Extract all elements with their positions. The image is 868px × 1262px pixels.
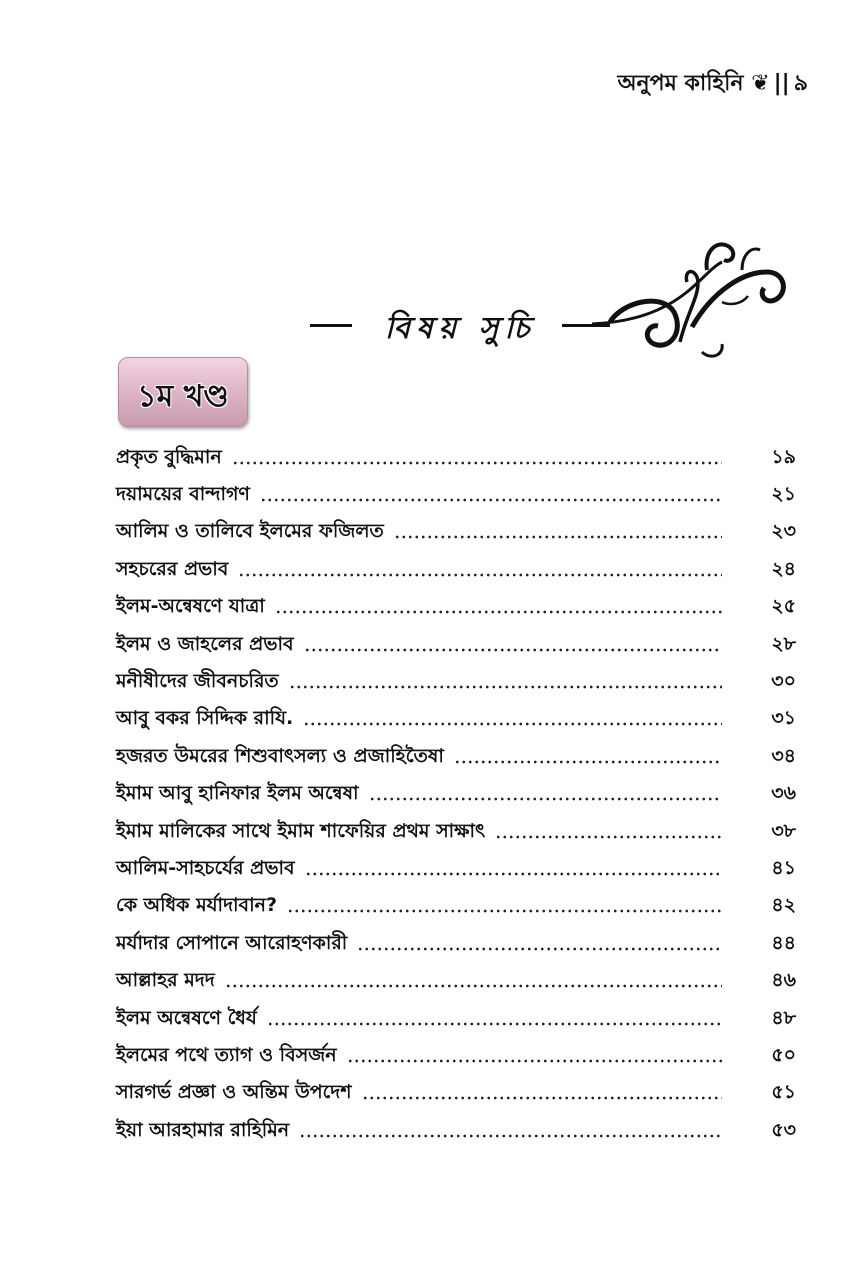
dot-leader — [267, 1021, 722, 1027]
toc-entry-title: ইমাম মালিকের সাথে ইমাম শাফেয়ির প্রথম সাক্ষাৎ — [116, 819, 486, 842]
dot-leader — [394, 534, 722, 540]
toc-entry — [116, 664, 796, 701]
toc-entry-page: ২৩ — [771, 520, 796, 543]
toc-entry-page: ৪১ — [771, 856, 796, 879]
dot-leader — [495, 834, 722, 840]
toc-entry-title: সহচরের প্রভাব — [116, 557, 229, 580]
part-badge — [118, 357, 248, 427]
toc-entry — [116, 814, 796, 851]
dot-leader — [225, 983, 722, 989]
dot-leader — [287, 908, 722, 914]
toc-entry-title: সারগর্ভ প্রজ্ঞা ও অন্তিম উপদেশ — [116, 1081, 352, 1104]
toc-entry-title: ইয়া আরহামার রাহিমিন — [116, 1118, 290, 1141]
toc-entry — [116, 963, 796, 1000]
toc-entry — [116, 1113, 796, 1150]
part-badge-label: ১ম খণ্ড — [137, 379, 229, 414]
dot-leader — [454, 759, 722, 765]
running-header — [617, 66, 808, 103]
toc-entry-page: ৩০ — [771, 670, 796, 693]
toc-entry-title: ইলমের পথে ত্যাগ ও বিসর্জন — [116, 1043, 337, 1066]
page-number: ৯ — [793, 71, 808, 96]
toc-entry-title: আল্লাহর মদদ — [116, 969, 215, 992]
dot-leader — [304, 647, 722, 653]
toc-entry — [116, 590, 796, 627]
toc-entry — [116, 777, 796, 814]
dot-leader — [347, 1058, 722, 1064]
toc-entry-page: ৫৩ — [771, 1118, 796, 1141]
toc-entry-page: ৫০ — [771, 1043, 796, 1066]
toc-entry-title: ইলম ও জাহলের প্রভাব — [116, 632, 294, 655]
toc-entry — [116, 926, 796, 963]
toc-entry — [116, 1001, 796, 1038]
toc-entry-page: ৪৪ — [771, 931, 796, 954]
dot-leader — [362, 1095, 722, 1101]
toc-entry-page: ৩৬ — [771, 782, 796, 805]
dot-leader — [357, 946, 722, 952]
toc-entry-page: ৪৬ — [771, 969, 796, 992]
toc-entry — [116, 515, 796, 552]
dot-leader — [289, 684, 722, 690]
toc-entry — [116, 702, 796, 739]
toc-entry — [116, 552, 796, 589]
toc-entry-title: প্রকৃত বুদ্ধিমান — [116, 445, 222, 468]
toc-entry — [116, 440, 796, 477]
table-of-contents — [116, 440, 796, 1150]
dot-leader — [275, 609, 722, 615]
dot-leader — [299, 1133, 722, 1139]
toc-entry-page: ৩৮ — [771, 819, 796, 842]
toc-entry-page: ৫১ — [771, 1081, 796, 1104]
toc-entry-title: মনীষীদের জীবনচরিত — [116, 670, 279, 693]
toc-entry-page: ২১ — [771, 483, 796, 506]
toc-entry — [116, 1038, 796, 1075]
section-title — [310, 300, 610, 350]
toc-entry-page: ১৯ — [771, 445, 796, 468]
toc-entry — [116, 889, 796, 926]
toc-heading: বিষয় সুচি — [384, 311, 536, 346]
dot-leader — [369, 796, 722, 802]
header-separator: || — [773, 71, 790, 96]
book-title: অনুপম কাহিনি — [617, 71, 744, 96]
toc-entry-title: ইলম অন্বেষণে ধৈর্য — [116, 1006, 257, 1029]
toc-entry-page: ২৮ — [771, 632, 796, 655]
toc-entry-page: ৩৪ — [771, 744, 796, 767]
toc-entry-page: ২৪ — [771, 557, 796, 580]
toc-entry-title: ইলম-অন্বেষণে যাত্রা — [116, 595, 265, 618]
toc-entry-page: ৪২ — [771, 894, 796, 917]
title-dash-left — [310, 324, 352, 327]
flourish-ornament-icon — [592, 232, 792, 382]
toc-entry-page: ২৫ — [771, 595, 796, 618]
title-dash-right — [562, 324, 610, 327]
toc-entry-page: ৪৮ — [771, 1006, 796, 1029]
book-leaf-icon: ❦ — [751, 71, 770, 96]
dot-leader — [232, 460, 722, 466]
dot-leader — [238, 572, 722, 578]
toc-entry — [116, 851, 796, 888]
dot-leader — [305, 871, 722, 877]
dot-leader — [303, 721, 722, 727]
toc-entry-title: দয়াময়ের বান্দাগণ — [116, 483, 250, 506]
toc-entry-title: কে অধিক মর্যাদাবান? — [116, 894, 278, 917]
toc-entry — [116, 1076, 796, 1113]
toc-entry-title: হজরত উমরের শিশুবাৎসল্য ও প্রজাহিতৈষা — [116, 744, 444, 767]
toc-entry-page: ৩১ — [771, 707, 796, 730]
toc-entry — [116, 739, 796, 776]
toc-entry-title: মর্যাদার সোপানে আরোহণকারী — [116, 931, 348, 954]
dot-leader — [260, 497, 722, 503]
toc-entry-title: আলিম ও তালিবে ইলমের ফজিলত — [116, 520, 384, 543]
toc-entry — [116, 627, 796, 664]
toc-entry-title: আবু বকর সিদ্দিক রাযি. — [116, 707, 294, 730]
toc-entry-title: আলিম-সাহচর্যের প্রভাব — [116, 856, 295, 879]
toc-entry — [116, 477, 796, 514]
toc-entry-title: ইমাম আবু হানিফার ইলম অন্বেষা — [116, 782, 359, 805]
